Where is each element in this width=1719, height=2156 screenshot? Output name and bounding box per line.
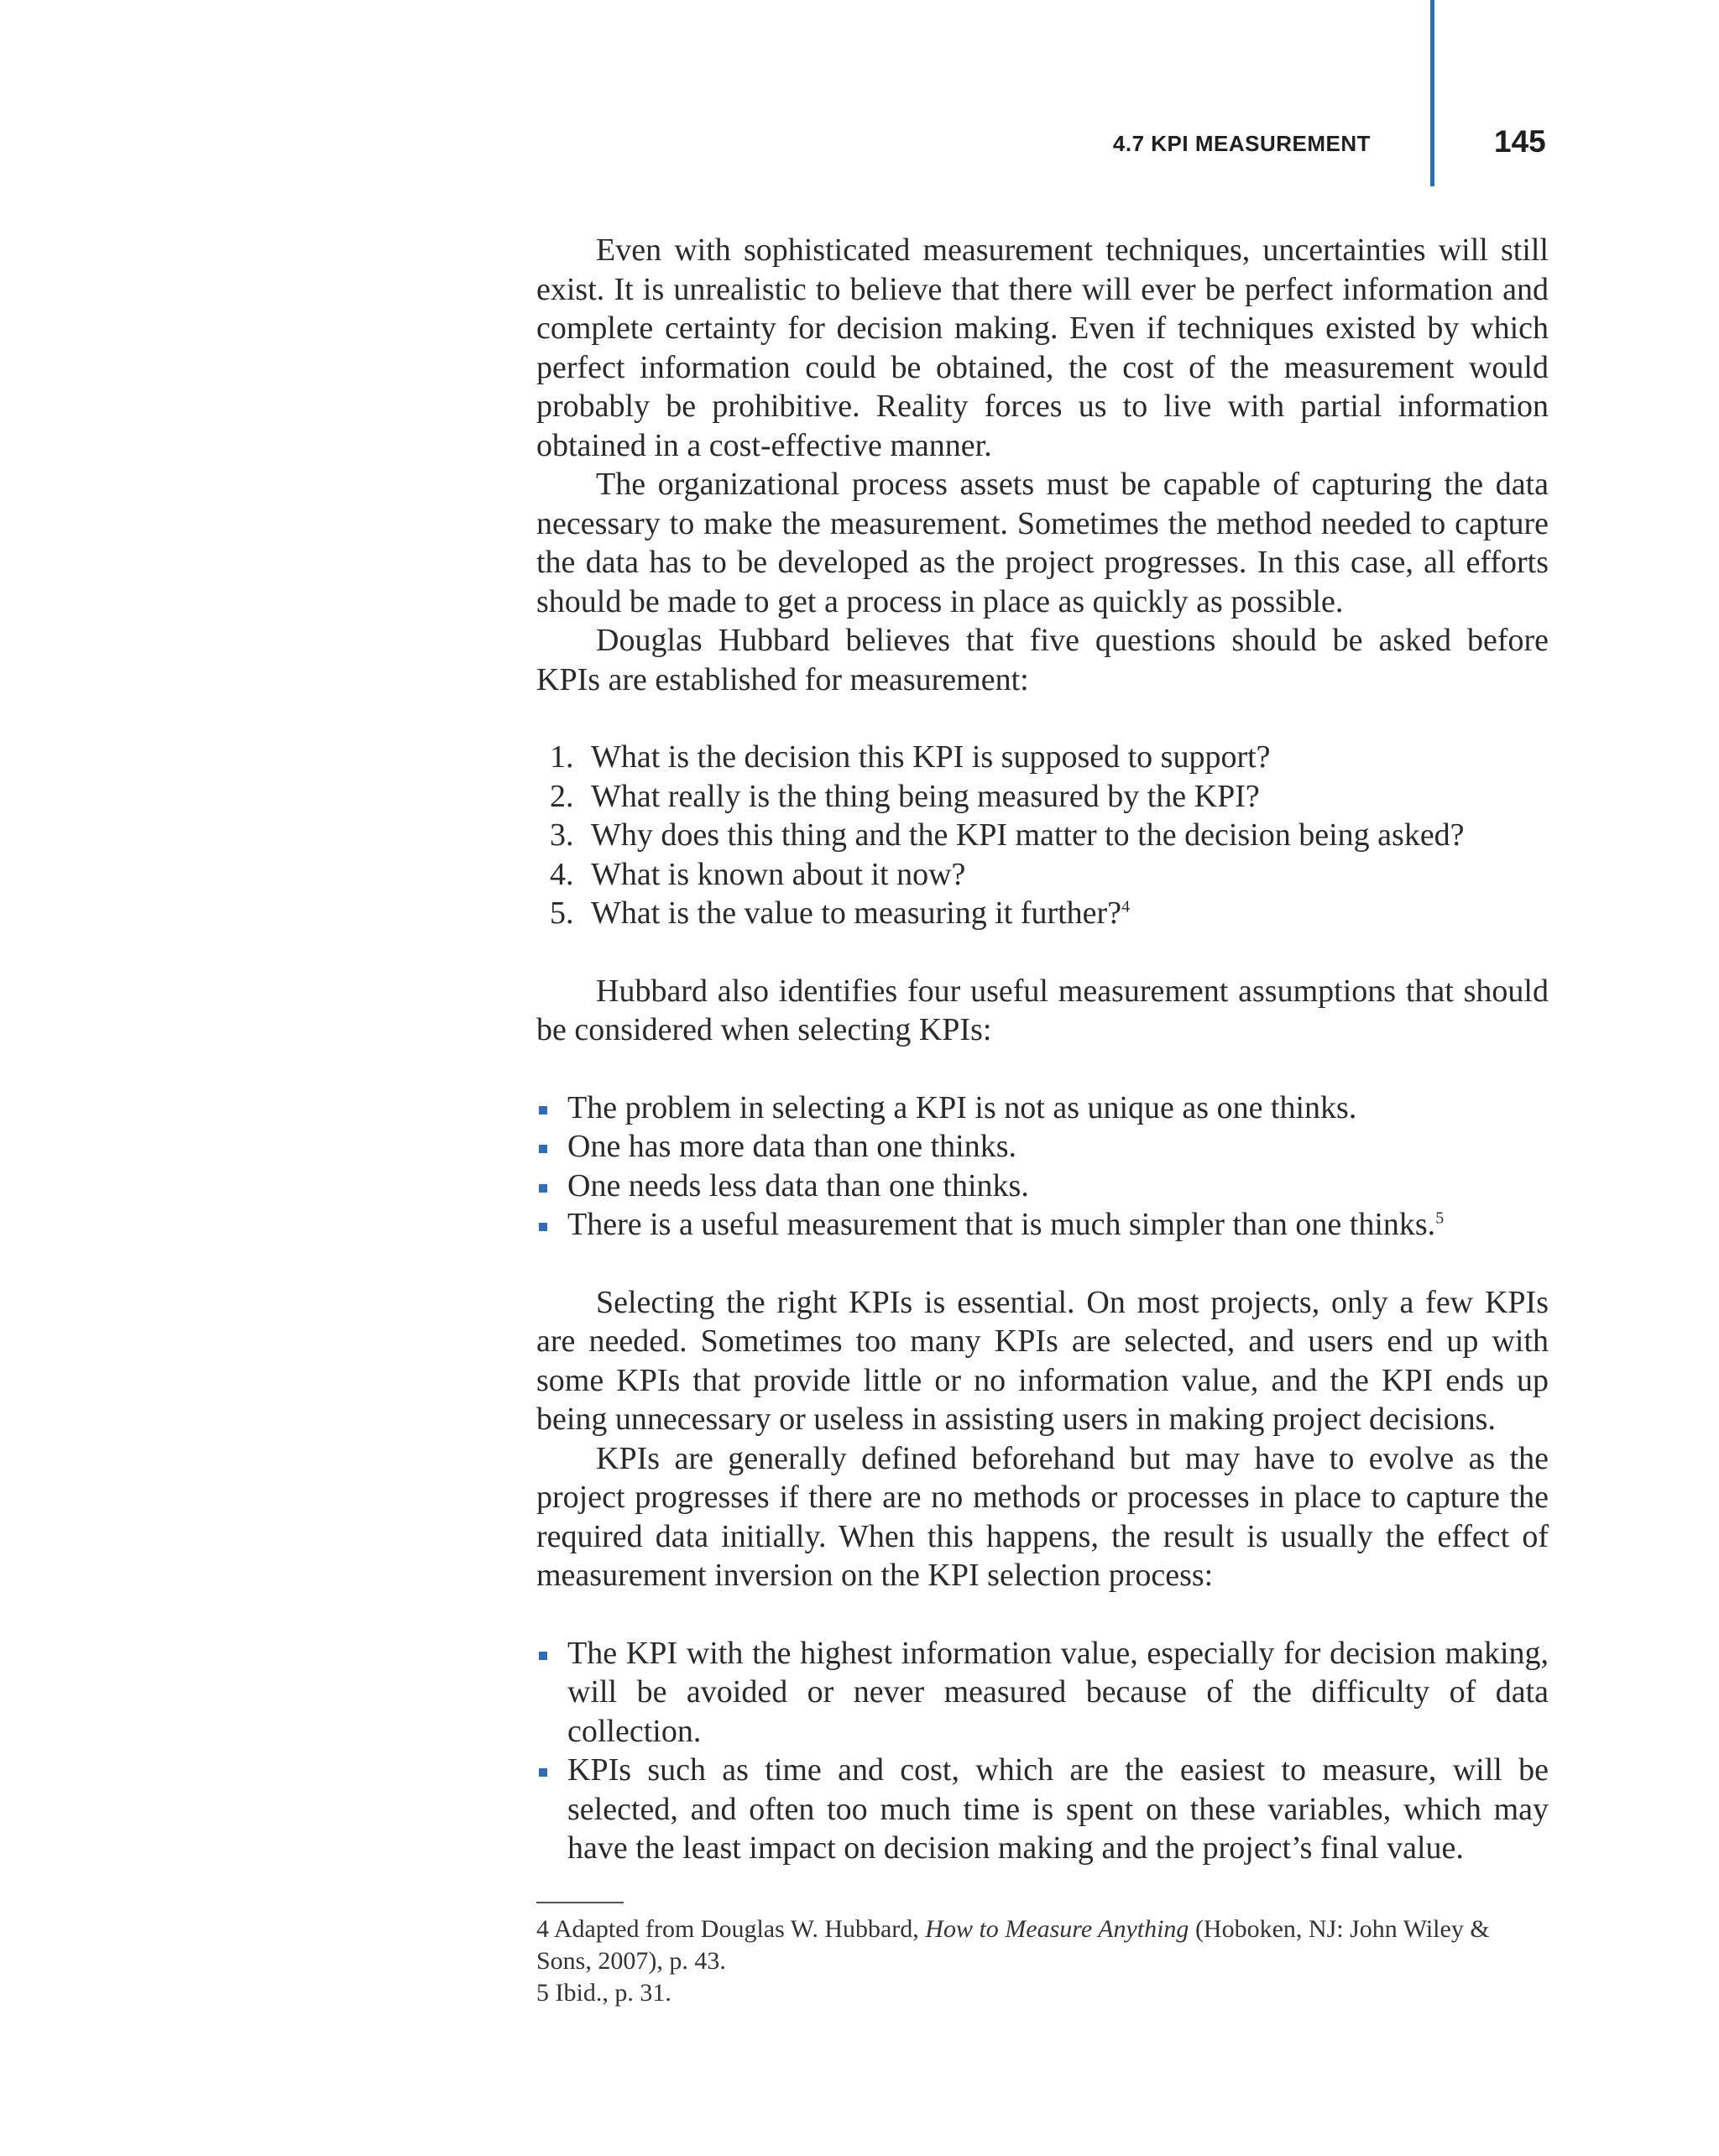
spacer [536, 1245, 1549, 1283]
spacer [536, 1595, 1549, 1634]
footnote-text: (Hoboken, NJ: John Wiley & Sons, 2007), p. 43. [536, 1914, 1490, 1975]
square-bullet-icon [539, 1768, 547, 1777]
spacer [536, 933, 1549, 972]
inversion-text: The KPI with the highest information value, especially for decision making, will be avoided or never measured because of the difficulty of data collection. [567, 1635, 1549, 1749]
question-text: Why does this thing and the KPI matter to the decision being asked? [591, 817, 1465, 853]
question-item [536, 777, 1549, 817]
running-header [0, 0, 1719, 193]
cited-book-title: How to Measure Anything [925, 1914, 1189, 1943]
paragraph-process-assets: The organizational process assets must be capable of capturing the data necessary to make the measurement. Sometimes the method needed to capture the data has to be developed as the project progresses. In this case, all efforts should be made to get a process in place as quickly as possible. [536, 467, 1549, 619]
question-number: 2. [550, 778, 574, 814]
question-text: What really is the thing being measured by the KPI? [591, 778, 1260, 814]
inversion-item [536, 1634, 1549, 1751]
square-bullet-icon [539, 1223, 547, 1231]
measurement-inversion-list [536, 1634, 1549, 1868]
header-accent-rule [1430, 0, 1434, 186]
question-item [536, 816, 1549, 855]
footnote-5 [536, 1977, 1549, 2009]
question-text: What is the value to measuring it further? [591, 895, 1122, 931]
assumption-item [536, 1205, 1549, 1245]
section-title: 4.7 KPI MEASUREMENT [1112, 131, 1371, 156]
assumption-text: There is a useful measurement that is much simpler than one thinks. [567, 1207, 1436, 1242]
paragraph-hubbard-assumptions-intro: Hubbard also identifies four useful measurement assumptions that should be considered when selecting KPIs: [536, 973, 1549, 1047]
paragraph-kpi-evolution: KPIs are generally defined beforehand but may have to evolve as the project progresses if there are no methods or processes in place to capture the required data initially. When this happens, the result is usually the effect of measurement inversion on the KPI selection process: [536, 1440, 1549, 1593]
square-bullet-icon [539, 1145, 547, 1153]
question-item [536, 855, 1549, 895]
question-number: 3. [550, 817, 574, 853]
question-number: 5. [550, 895, 574, 931]
square-bullet-icon [539, 1184, 547, 1193]
footnote-ref[interactable]: 5 [1435, 1209, 1445, 1228]
question-item [536, 738, 1549, 777]
question-number: 1. [550, 739, 574, 775]
question-item [536, 894, 1549, 933]
footnote-number: 4 [536, 1914, 549, 1943]
paragraph-uncertainty: Even with sophisticated measurement techniques, uncertainties will still exist. It is unrealistic to believe that there will ever be perfect information and complete certainty for decision making. Even if techniques existed by which perfect information could be obtained, the cost of the measurement would probably be prohibitive. Reality forces us to live with partial information obtained in a cost-effective manner. [536, 232, 1549, 463]
question-number: 4. [550, 856, 574, 892]
page-body [536, 231, 1549, 2009]
hubbard-questions-list [536, 738, 1549, 933]
footnotes [536, 1913, 1549, 2009]
footnote-number: 5 [536, 1978, 549, 2007]
spacer [536, 699, 1549, 738]
inversion-text: KPIs such as time and cost, which are the easiest to measure, will be selected, and often too much time is spent on these variables, which may have the least impact on decision making and the project’s final value. [567, 1752, 1549, 1866]
assumption-text: The problem in selecting a KPI is not as unique as one thinks. [567, 1089, 1357, 1125]
inversion-item [536, 1751, 1549, 1868]
assumption-text: One needs less data than one thinks. [567, 1167, 1029, 1203]
paragraph-hubbard-questions-intro: Douglas Hubbard believes that five questions should be asked before KPIs are established for measurement: [536, 623, 1549, 697]
footnote-4 [536, 1913, 1549, 1977]
square-bullet-icon [539, 1106, 547, 1115]
assumption-item [536, 1088, 1549, 1128]
square-bullet-icon [539, 1652, 547, 1660]
footnote-divider [536, 1902, 624, 1903]
page-number: 145 [1494, 124, 1546, 159]
question-text: What is the decision this KPI is supposed to support? [591, 739, 1271, 775]
assumptions-list [536, 1088, 1549, 1245]
footnote-text: Adapted from Douglas W. Hubbard, [553, 1914, 926, 1943]
footnote-ref[interactable]: 4 [1121, 897, 1131, 916]
assumption-item [536, 1167, 1549, 1206]
assumption-item [536, 1127, 1549, 1167]
spacer [536, 1050, 1549, 1088]
assumption-text: One has more data than one thinks. [567, 1129, 1017, 1164]
question-text: What is known about it now? [591, 856, 966, 892]
paragraph-selecting-kpis: Selecting the right KPIs is essential. On most projects, only a few KPIs are needed. Sometimes too many KPIs are selected, and users end up with some KPIs that provide little or no information value, and the KPI ends up being unnecessary or useless in assisting users in making project decisions. [536, 1284, 1549, 1437]
footnote-text: Ibid., p. 31. [555, 1978, 671, 2007]
